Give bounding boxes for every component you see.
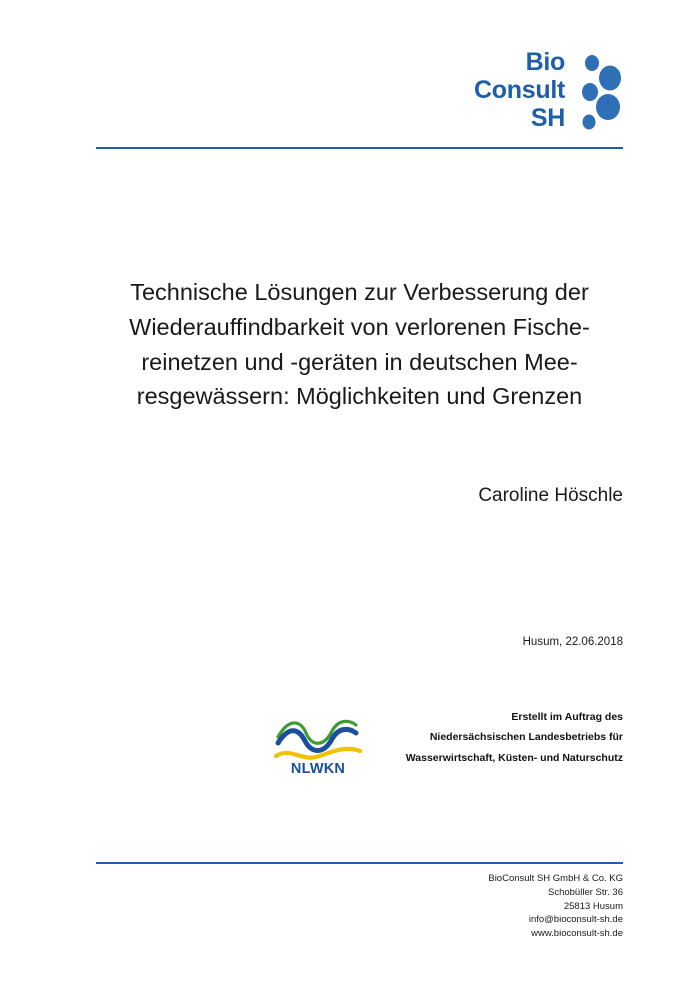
logo-line-sh: SH	[530, 104, 565, 132]
commission-line-3: Wasserwirtschaft, Küsten- und Naturschutz	[405, 751, 623, 764]
place-and-date: Husum, 22.06.2018	[522, 636, 623, 648]
footer-divider	[96, 862, 623, 864]
header-divider	[96, 147, 623, 149]
title-line-3: reinetzen und -geräten in deutschen Mee-	[141, 348, 578, 375]
author-name: Caroline Höschle	[478, 485, 623, 506]
footer-city: 25813 Husum	[563, 900, 623, 912]
bioconsult-logo	[455, 48, 623, 138]
page-title	[96, 275, 623, 414]
logo-wordmark	[474, 48, 565, 132]
nlwkn-wave-icon	[272, 717, 364, 763]
footer-website[interactable]: www.bioconsult-sh.de	[531, 928, 623, 940]
logo-line-consult: Consult	[474, 76, 565, 104]
footer-email[interactable]: info@bioconsult-sh.de	[528, 914, 623, 926]
footer-street: Schobüller Str. 36	[548, 886, 623, 898]
nlwkn-wordmark: NLWKN	[290, 761, 346, 777]
commission-line-1: Erstellt im Auftrag des	[511, 711, 623, 723]
footer-company: BioConsult SH GmbH & Co. KG	[488, 873, 623, 884]
footer-address	[330, 872, 623, 941]
title-line-4: resgewässern: Möglichkeiten und Grenzen	[136, 383, 583, 410]
title-line-2: Wiederauffindbarkeit von verlorenen Fische-	[129, 313, 590, 340]
title-line-1: Technische Lösungen zur Verbesserung der	[130, 279, 589, 305]
commission-line-2: Niedersächsischen Landesbetriebs für	[429, 731, 623, 744]
commission-statement	[330, 707, 623, 768]
droplet-dots-icon	[571, 54, 623, 134]
nlwkn-logo	[272, 717, 364, 779]
logo-line-bio: Bio	[525, 48, 565, 76]
